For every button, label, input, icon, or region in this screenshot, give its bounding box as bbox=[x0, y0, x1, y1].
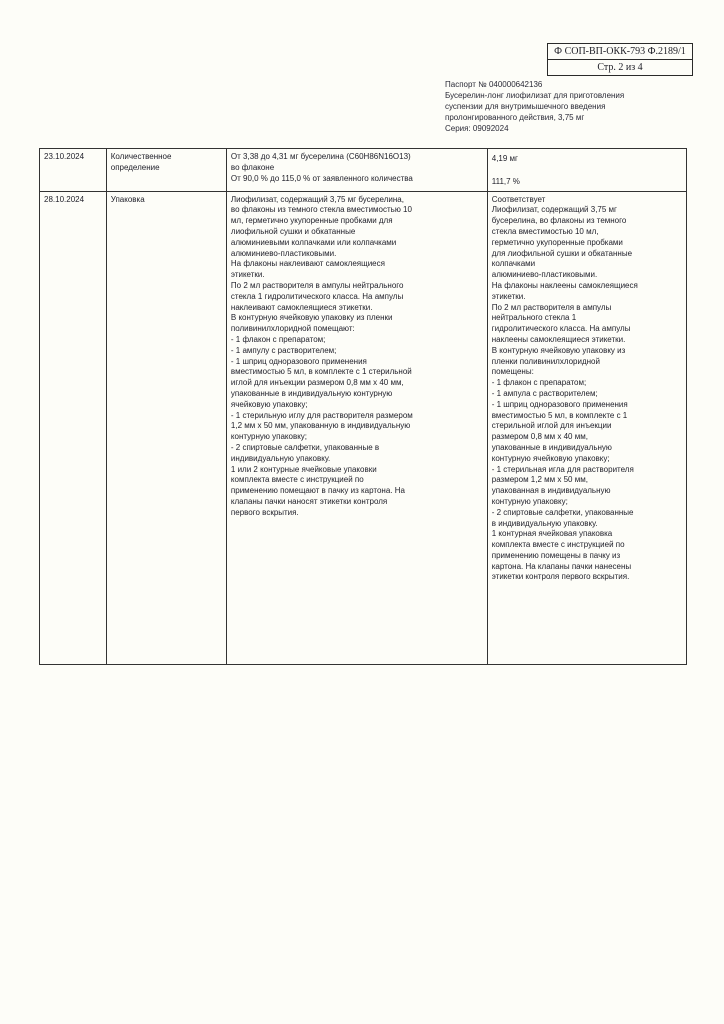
text-line: По 2 мл растворителя в ампулы нейтрального bbox=[230, 280, 404, 290]
text-line: размером 0,8 мм х 40 мм, bbox=[491, 432, 588, 442]
text-line: От 90,0 % до 115,0 % от заявленного количества bbox=[230, 173, 413, 183]
text-line: 1 контурная ячейковая упаковка bbox=[491, 529, 613, 539]
form-code-box bbox=[547, 43, 693, 76]
table-row bbox=[40, 191, 687, 664]
results-table bbox=[39, 148, 687, 665]
text-line: упакованная в индивидуальную bbox=[491, 486, 611, 496]
text-line: мл, герметично укупоренные пробками для bbox=[230, 216, 393, 226]
text-line: лиофильной сушки и обкатанные bbox=[230, 226, 356, 236]
date-cell: 23.10.2024 bbox=[40, 149, 107, 192]
result-cell bbox=[487, 191, 686, 664]
text-line: вместимостью 5 мл, в комплекте с 1 стерильной bbox=[230, 367, 412, 377]
text-line: - 1 флакон с препаратом; bbox=[230, 334, 326, 344]
text-line: алюминиево-пластиковыми. bbox=[230, 248, 337, 258]
text-line: во флаконе bbox=[230, 162, 275, 172]
text-line: Лиофилизат, содержащий 3,75 мг bbox=[491, 205, 617, 215]
text-line: картона. На клапаны пачки нанесены bbox=[491, 561, 632, 571]
text-line: этикетки. bbox=[230, 270, 265, 280]
text-line: первого вскрытия. bbox=[230, 507, 299, 517]
text-line: По 2 мл растворителя в ампулы bbox=[491, 302, 612, 312]
text-line: клапаны пачки наносят этикетки контроля bbox=[230, 496, 388, 506]
text-line: - 1 флакон с препаратом; bbox=[491, 378, 587, 388]
text-line: - 1 ампулу с растворителем; bbox=[230, 345, 337, 355]
text-line: От 3,38 до 4,31 мг бусерелина (С60Н86N16О13) bbox=[230, 152, 411, 161]
text-line: комплекта вместе с инструкцией по bbox=[491, 540, 625, 550]
text-line: бусерелина, во флаконы из темного bbox=[491, 216, 627, 226]
text-line: упакованные в индивидуальную контурную bbox=[230, 388, 393, 398]
text-line: наклеены самоклеящиеся этикетки. bbox=[491, 334, 626, 344]
product-name-line2: суспензии для внутримышечного введения bbox=[445, 102, 606, 111]
text-line: - 1 стерильную иглу для растворителя размером bbox=[230, 410, 413, 420]
text-line: определение bbox=[110, 162, 160, 172]
text-line: применению помещены в пачку из bbox=[491, 550, 621, 560]
text-line: пленки поливинилхлоридной bbox=[491, 356, 600, 366]
text-line: нейтрального стекла 1 bbox=[491, 313, 577, 323]
text-line: На флаконы наклеивают самоклеящиеся bbox=[230, 259, 385, 269]
text-line: Соответствует bbox=[491, 194, 546, 204]
text-line: размером 1,2 мм х 50 мм, bbox=[491, 475, 588, 485]
test-name-cell bbox=[106, 149, 226, 192]
text-line: иглой для инъекции размером 0,8 мм х 40 мм, bbox=[230, 378, 404, 388]
norm-cell bbox=[226, 191, 487, 664]
text-line: применению помещают в пачку из картона. На bbox=[230, 486, 405, 496]
text-line: для лиофильной сушки и обкатанные bbox=[491, 248, 633, 258]
text-line: В контурную ячейковую упаковку из bbox=[491, 345, 626, 355]
text-line: Лиофилизат, содержащий 3,75 мг бусерелина, bbox=[230, 194, 404, 204]
text-line: упакованные в индивидуальную bbox=[491, 442, 612, 452]
text-line: 1,2 мм х 50 мм, упакованную в индивидуальную bbox=[230, 421, 411, 431]
test-name-cell bbox=[106, 191, 226, 664]
norm-text bbox=[231, 152, 483, 184]
test-name bbox=[111, 195, 222, 206]
text-line: контурную ячейковую упаковку; bbox=[491, 453, 610, 463]
table-row bbox=[40, 149, 687, 192]
result-percent: 111,7 % bbox=[491, 176, 520, 186]
text-line: контурную упаковку; bbox=[491, 496, 568, 506]
text-line: комплекта вместе с инструкцией по bbox=[230, 475, 364, 485]
text-line: - 1 ампула с растворителем; bbox=[491, 388, 598, 398]
text-line: ячейковую упаковку; bbox=[230, 399, 308, 409]
text-line: индивидуальную упаковку. bbox=[230, 453, 331, 463]
text-line: во флаконы из темного стекла вместимостью 10 bbox=[230, 205, 412, 215]
text-line: алюминиево-пластиковыми. bbox=[491, 270, 598, 280]
text-line: наклеивают самоклеящиеся этикетки. bbox=[230, 302, 373, 312]
passport-number: Паспорт № 040000642136 bbox=[445, 80, 543, 89]
form-code: Ф СОП-ВП-ОКК-793 Ф.2189/1 bbox=[554, 46, 686, 57]
product-name-line1: Бусерелин-лонг лиофилизат для приготовления bbox=[445, 91, 625, 100]
test-name bbox=[111, 152, 222, 174]
text-line: На флаконы наклеены самоклеящиеся bbox=[491, 280, 638, 290]
text-line: этикетки контроля первого вскрытия. bbox=[491, 572, 630, 582]
text-line: - 2 спиртовые салфетки, упакованные bbox=[491, 507, 634, 517]
text-line: стекла 1 гидролитического класса. На ампулы bbox=[230, 291, 404, 301]
text-line: поливинилхлоридной помещают: bbox=[230, 324, 355, 334]
text-line: Упаковка bbox=[110, 194, 145, 204]
text-line: - 1 шприц одноразового применения bbox=[230, 356, 367, 366]
norm-text bbox=[231, 195, 483, 519]
text-line: алюминиевыми колпачками или колпачками bbox=[230, 237, 397, 247]
result-cell bbox=[487, 149, 686, 192]
text-line: этикетки. bbox=[491, 291, 526, 301]
passport-block bbox=[445, 79, 645, 134]
product-name-line3: пролонгированного действия, 3,75 мг bbox=[445, 113, 585, 122]
text-line: В контурную ячейковую упаковку из пленки bbox=[230, 313, 393, 323]
text-line: колпачками bbox=[491, 259, 536, 269]
text-line: помещены: bbox=[491, 367, 534, 377]
result-amount: 4,19 мг bbox=[491, 154, 518, 163]
text-line: - 1 шприц одноразового применения bbox=[491, 399, 628, 409]
batch-number: Серия: 09092024 bbox=[445, 124, 509, 133]
text-line: контурную упаковку; bbox=[230, 432, 307, 442]
result-text bbox=[492, 195, 682, 584]
text-line: 1 или 2 контурные ячейковые упаковки bbox=[230, 464, 377, 474]
text-line: - 1 стерильная игла для растворителя bbox=[491, 464, 634, 474]
text-line: стерильной иглой для инъекции bbox=[491, 421, 612, 431]
text-line: Количественное bbox=[110, 152, 172, 161]
text-line: герметично укупоренные пробками bbox=[491, 237, 623, 247]
date-cell: 28.10.2024 bbox=[40, 191, 107, 664]
text-line: в индивидуальную упаковку. bbox=[491, 518, 598, 528]
text-line: гидролитического класса. На ампулы bbox=[491, 324, 631, 334]
norm-cell bbox=[226, 149, 487, 192]
text-line: вместимостью 5 мл, в комплекте с 1 bbox=[491, 410, 628, 420]
page-number: Стр. 2 из 4 bbox=[548, 59, 692, 75]
text-line: - 2 спиртовые салфетки, упакованные в bbox=[230, 442, 380, 452]
text-line: стекла вместимостью 10 мл, bbox=[491, 226, 599, 236]
